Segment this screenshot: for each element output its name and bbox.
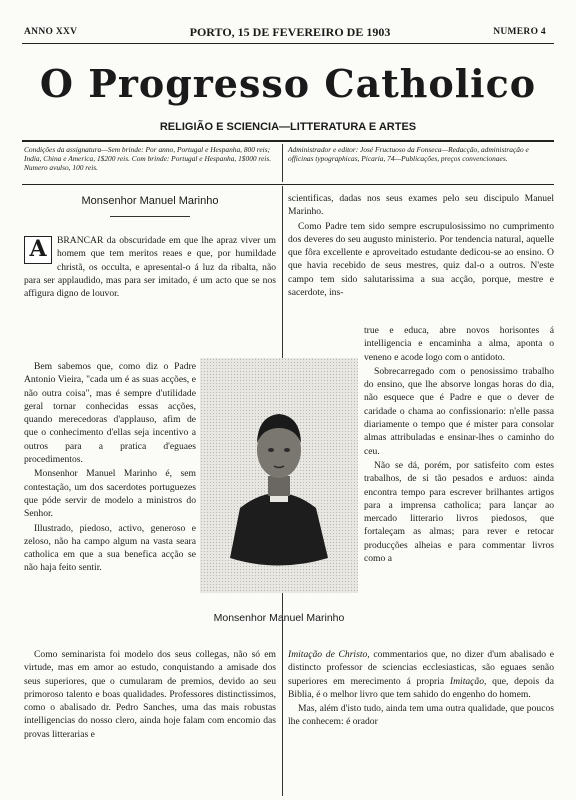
- issue-date: PORTO, 15 DE FEVEREIRO DE 1903: [189, 25, 391, 39]
- drop-cap: A: [24, 236, 52, 264]
- paragraph-4: Illustrado, piedoso, activo, generoso e zeloso, não ha campo algum na vasta seara catholica em que a sua benefica acção se não haja feito sentir.: [24, 522, 196, 574]
- article-title: Monsenhor Manuel Marinho: [81, 195, 219, 207]
- paragraph-r1: scientificas, dadas nos seus exames pelo seu discipulo Manuel Marinho.: [288, 193, 554, 218]
- publisher-info: Administrador e editor: José Fructuoso da Fonseca—Redacção, administração e officinas typographicas, Picaria, 74—Publicações, preços convencionaes.: [288, 145, 529, 163]
- title-imitacao-short: Imitação: [449, 675, 485, 687]
- header-rule: [22, 43, 554, 44]
- right-column-top: [288, 192, 554, 300]
- title-imitacao: Imitação de Christo: [288, 649, 368, 660]
- paragraph-r2: Como Padre tem sido sempre escrupulosissimo no cumprimento dos deveres do seu augusto ministerio. Por tendencia natural, aquelle que fôra excellente e aproveitado estudante dedicou-se ao ensino. O que havia recebido de seus mestres, quiz dal-o a outros. N'este campo tem sido salutarissima a sua acção, porque, mestre e sacerdote, ins-: [288, 220, 554, 299]
- portrait-illustration: [200, 358, 358, 593]
- masthead-subtitle: RELIGIÃO E SCIENCIA—LITTERATURA E ARTES: [159, 121, 417, 133]
- right-column-bottom: [288, 648, 554, 730]
- left-column-narrow: [24, 360, 196, 576]
- paragraph-r4-cont: Imitação de Christo, commentarios que, no dizer d'um abalisado e distincto professor de sciencias ecclesiasticas, são eguaes senão superiores em merecimento á propria Imitação, que, depois da Biblia, é o melhor livro que tem sahido do engenho do homem.: [288, 649, 555, 700]
- paragraph-1: BRANCAR da obscuridade em que lhe apraz viver um homem que tem meritos reaes e que, por humildade christã, os occulta, e apresental-o á luz da ribalta, não para ser applaudido, mas para ser imitado, é um acto que se nos affigura digno de louvor.: [24, 235, 276, 300]
- title-rule: [110, 216, 190, 217]
- right-column-narrow: [364, 324, 554, 566]
- paragraph-3: Monsenhor Manuel Marinho é, sem contestação, um dos sacerdotes portuguezes que póde servir de modelo a ministros do Senhor.: [24, 468, 196, 520]
- left-column: [24, 234, 276, 301]
- masthead-rule: [22, 140, 554, 142]
- paragraph-2: Bem sabemos que, como diz o Padre Antonio Vieira, "cada um é as suas acções, e não outra coisa", mas é sempre d'utilidade geral tornar conhecidas essas acções, quando merecedoras d'applauso, afim de que o conhecimento d'ellas seja incentivo a outros para a pratica d'eguaes procedimentos.: [24, 361, 196, 466]
- paragraph-r3: Sobrecarregado com o penosissimo trabalho do ensino, que lhe absorve longas horas do dia, não esquece que é Padre e que o dever de caridade o chama ao confissionario: n'elle passa diariamente o tempo que é mister para consolar almas attribuladas e ensinar-lhes o caminho do ceu.: [364, 365, 554, 457]
- subscription-info: Condições da assignatura—Sem brinde: Por anno, Portugal e Hespanha, 800 reis; India, China e America, 1$200 reis. Com brinde: Portugal e Hespanha, 1$000 reis. Numero avulso, 100 reis.: [24, 145, 272, 172]
- photo-caption: Monsenhor Manuel Marinho: [213, 612, 345, 624]
- info-divider: [282, 144, 283, 182]
- info-rule: [22, 184, 554, 185]
- paragraph-r4-part: Não se dá, porém, por satisfeito com estes trabalhos, de si tão pesados e arduos: ainda encontra tempo para escrever brilhantes artigos para a imprensa catholica; para lançar ao mercado litterario livros piedosos, que fortaleçam as almas; para rever e retocar producções alheias e para commentar livros como a: [364, 459, 554, 565]
- paragraph-r2b: true e educa, abre novos horisontes á intelligencia e encaminha a alma, aponta o veneno e acode logo com o antidoto.: [364, 325, 554, 363]
- issue-number: NUMERO 4: [493, 27, 546, 37]
- masthead-title: O Progresso Catholico: [39, 61, 537, 106]
- left-column-bottom: [24, 648, 276, 742]
- paragraph-r5: Mas, além d'isto tudo, ainda tem uma outra qualidade, que poucos lhe conhecem: é orador: [288, 703, 554, 728]
- paragraph-5: Como seminarista foi modelo dos seus collegas, não só em virtude, mas em amor ao estudo, conquistando a amisade dos seus superiores, que o cumularam de premios, devido ao seu primoroso talento e boas qualidades. Professores distinctissimos, como o abalisado dr. Pedro Sanches, uma das mais robustas intelligencias do nosso clero, ainda hoje falam com encomio das provas litterarias e: [24, 649, 276, 740]
- portrait-photo: [200, 358, 358, 593]
- issue-year: ANNO XXV: [24, 27, 78, 37]
